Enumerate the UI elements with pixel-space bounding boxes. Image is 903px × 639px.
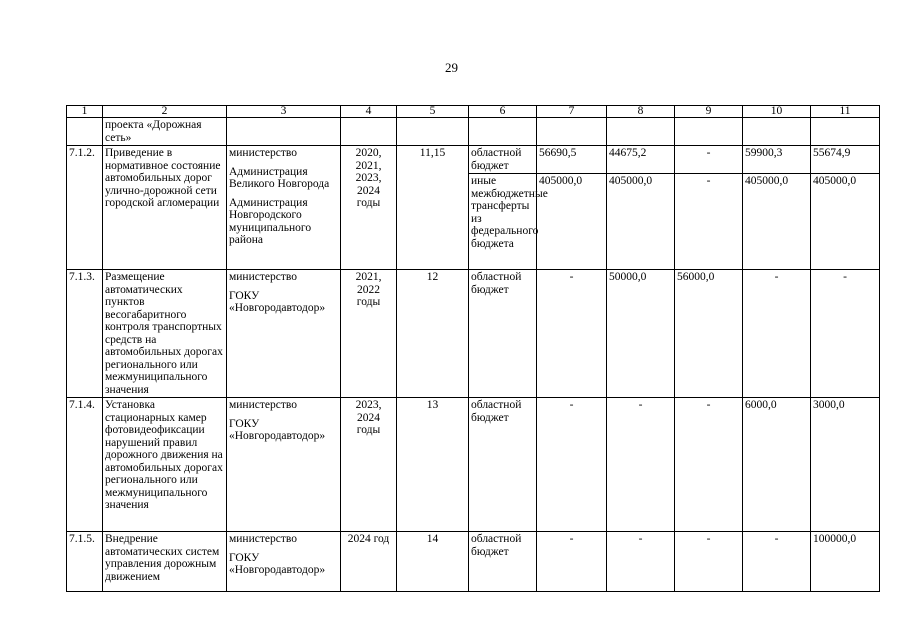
row-value: 405000,0 [811, 174, 880, 270]
row-value [811, 118, 880, 146]
table-row [67, 532, 880, 592]
row-source: областной бюджет [469, 146, 537, 174]
row-name: Внедрение автоматических систем управления дорожным движением [103, 532, 227, 592]
row-source [469, 118, 537, 146]
page-number: 29 [445, 60, 458, 75]
row-source: областной бюджет [469, 532, 537, 592]
row-name: Размещение автоматических пунктов весогабаритного контроля транспортных средств на автомобильных дорогах регионального или межмуниципального значения [103, 270, 227, 398]
header-cell: 1 [67, 106, 103, 118]
row-years: 2021, 2022 годы [341, 270, 397, 398]
row-target: 14 [397, 532, 469, 592]
row-number: 7.1.5. [67, 532, 103, 592]
row-executors [227, 146, 341, 270]
row-name: проекта «Дорожная сеть» [103, 118, 227, 146]
row-years: 2024 год [341, 532, 397, 592]
row-value: - [675, 398, 743, 532]
row-value: - [537, 270, 607, 398]
row-value: 100000,0 [811, 532, 880, 592]
table-row [67, 146, 880, 174]
header-cell: 8 [607, 106, 675, 118]
header-cell: 5 [397, 106, 469, 118]
program-table [66, 105, 880, 592]
header-cell: 10 [743, 106, 811, 118]
header-cell: 6 [469, 106, 537, 118]
row-value [675, 118, 743, 146]
row-value: - [743, 270, 811, 398]
row-value: - [537, 398, 607, 532]
row-value: 59900,3 [743, 146, 811, 174]
row-executors [227, 532, 341, 592]
table-row-continuation [67, 118, 880, 146]
executor: министерство [229, 147, 297, 159]
row-value: - [675, 532, 743, 592]
row-number: 7.1.2. [67, 146, 103, 270]
row-executors [227, 398, 341, 532]
row-target: 11,15 [397, 146, 469, 270]
row-number: 7.1.4. [67, 398, 103, 532]
row-target: 13 [397, 398, 469, 532]
row-value [537, 118, 607, 146]
executor: министерство [229, 533, 297, 545]
row-value: - [675, 174, 743, 270]
row-value: - [607, 532, 675, 592]
executor: ГОКУ «Новгородавтодор» [229, 417, 326, 442]
header-cell: 11 [811, 106, 880, 118]
executor: Администрация Новгородского муниципального района [229, 196, 312, 246]
row-executors [227, 118, 341, 146]
executor: министерство [229, 399, 297, 411]
table-row [67, 398, 880, 532]
row-value: 50000,0 [607, 270, 675, 398]
row-value: 405000,0 [537, 174, 607, 270]
header-row [67, 106, 880, 118]
row-number: 7.1.3. [67, 270, 103, 398]
row-value: - [811, 270, 880, 398]
row-value [743, 118, 811, 146]
row-value: 3000,0 [811, 398, 880, 532]
row-value: - [675, 146, 743, 174]
row-name: Приведение в нормативное состояние автомобильных дорог улично-дорожной сети городской агломерации [103, 146, 227, 270]
row-value: 405000,0 [607, 174, 675, 270]
header-cell: 7 [537, 106, 607, 118]
table-row [67, 270, 880, 398]
row-value: - [743, 532, 811, 592]
header-cell: 4 [341, 106, 397, 118]
row-value: 44675,2 [607, 146, 675, 174]
row-years: 2023, 2024 годы [341, 398, 397, 532]
executor: министерство [229, 271, 297, 283]
row-value [607, 118, 675, 146]
row-source: иные межбюджетные трансферты из федерального бюджета [469, 174, 537, 270]
row-value: 405000,0 [743, 174, 811, 270]
row-value: 55674,9 [811, 146, 880, 174]
row-value: - [537, 532, 607, 592]
row-value: - [607, 398, 675, 532]
row-executors [227, 270, 341, 398]
row-source: областной бюджет [469, 398, 537, 532]
row-value: 6000,0 [743, 398, 811, 532]
row-value: 56000,0 [675, 270, 743, 398]
header-cell: 2 [103, 106, 227, 118]
header-cell: 3 [227, 106, 341, 118]
row-years [341, 118, 397, 146]
header-cell: 9 [675, 106, 743, 118]
row-name: Установка стационарных камер фотовидеофиксации нарушений правил дорожного движения на автомобильных дорогах регионального или межмуниципального значения [103, 398, 227, 532]
executor: ГОКУ «Новгородавтодор» [229, 551, 326, 576]
row-value: 56690,5 [537, 146, 607, 174]
row-target: 12 [397, 270, 469, 398]
executor: Администрация Великого Новгорода [229, 165, 330, 190]
row-target [397, 118, 469, 146]
row-number [67, 118, 103, 146]
row-years: 2020, 2021, 2023, 2024 годы [341, 146, 397, 270]
executor: ГОКУ «Новгородавтодор» [229, 289, 326, 314]
row-source: областной бюджет [469, 270, 537, 398]
